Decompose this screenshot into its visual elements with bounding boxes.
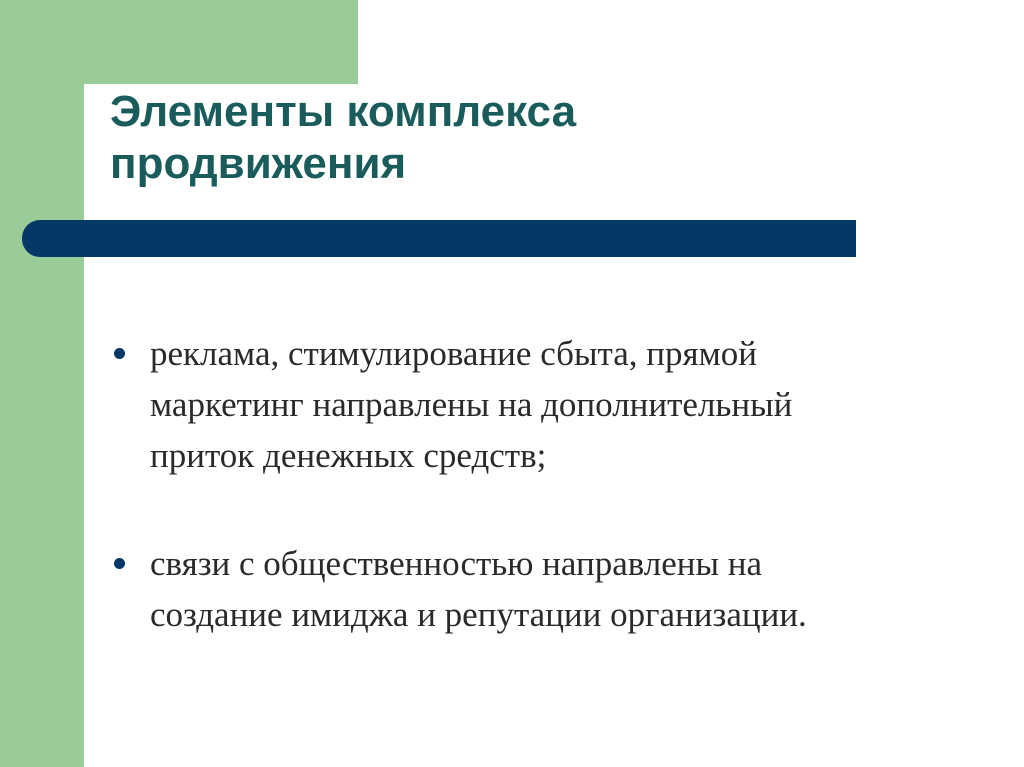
bullet-dot-icon [114,348,125,359]
decorative-top-green-block [84,0,358,84]
decorative-left-green-bar [0,0,84,767]
bullet-text-line: создание имиджа и репутации организации. [150,595,807,634]
bullet-text-line: реклама, стимулирование сбыта, прямой [150,334,757,373]
bullet-text-line: маркетинг направлены на дополнительный [150,385,793,424]
title-divider-bar [22,220,856,257]
bullet-text-line: приток денежных средств; [150,436,547,475]
slide-title-line: продвижения [110,139,407,188]
slide-title-line: Элементы комплекса [110,87,577,136]
bullet-list [114,328,894,640]
bullet-text-line: связи с общественностью направлены на [150,544,763,583]
slide-title [110,86,870,190]
bullet-dot-icon [114,558,125,569]
bullet-item-advertising [114,328,894,481]
bullet-item-public-relations [114,538,894,640]
